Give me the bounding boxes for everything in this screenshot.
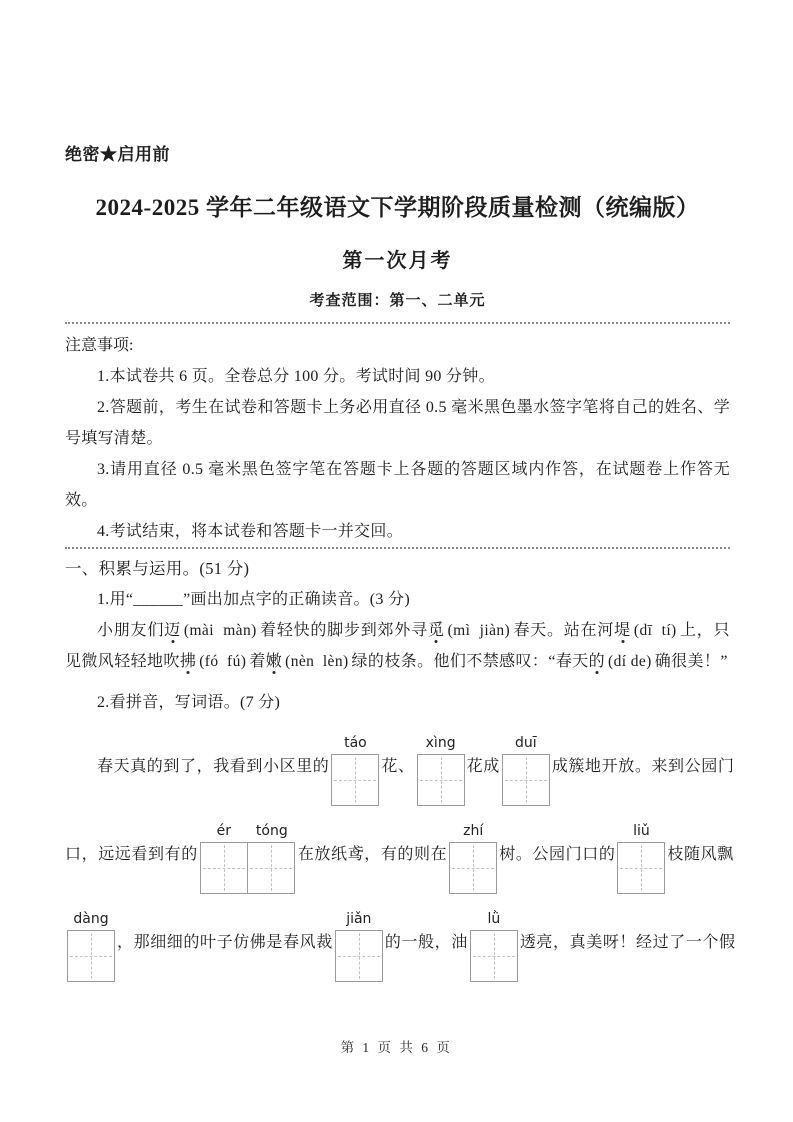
pinyin-choices: (dī tí) [633,622,677,639]
dotted-char: 拂 [179,653,197,670]
row-text: 透亮，真美呀！经过了一个假 [519,934,736,951]
pinyin-choices: (mài màn) [183,622,257,639]
passage-text: 着轻快的脚步到郊外寻 [259,622,428,639]
writing-box-group [417,735,465,806]
notice-item-2: 2.答题前，考生在试卷和答题卡上务必用直径 0.5 毫米黑色墨水签字笔将自己的姓名、学号填写清楚。 [65,399,730,447]
writing-box [67,930,115,982]
row-text: 花、 [381,758,415,775]
q1-passage [65,615,730,677]
question-1-prompt: 1.用“______”画出加点字的正确读音。(3 分) [97,591,410,608]
writing-box-group [331,735,379,806]
passage-text: 着 [249,653,266,670]
pinyin-choices: (fó fú) [199,653,247,670]
passage-text: 小朋友们 [97,622,165,639]
notice-item-4: 4.考试结束，将本试卷和答题卡一并交回。 [97,523,404,540]
exam-scope: 考查范围：第一、二单元 [309,293,486,309]
pinyin-choices: (nèn lèn) [285,653,349,670]
passage-text: 绿的枝条。他们不禁感叹：“春天 [351,653,589,670]
dotted-divider-top [65,322,730,324]
passage-text: 春天。站在河 [513,622,615,639]
writing-box-group [200,823,296,894]
writing-box-group [470,911,518,982]
writing-box [502,754,550,806]
row-text: ，那细细的叶子仿佛是春风裁 [117,934,333,951]
dotted-divider-middle [65,547,730,549]
page-footer: 第 1 页 共 6 页 [340,1040,453,1055]
pinyin-label: liǔ [633,823,650,839]
writing-box [617,842,665,894]
notice-item-1: 1.本试卷共 6 页。全卷总分 100 分。考试时间 90 分钟。 [97,368,495,385]
passage-text: 确很美！” [654,653,728,670]
pinyin-label: zhí [463,823,484,839]
classification-label: 绝密★启用前 [65,145,170,164]
row-text: 花成 [466,758,500,775]
pinyin-label: ér [216,823,231,839]
notices-heading: 注意事项: [65,337,134,354]
section-1-heading: 一、积累与运用。(51 分) [65,559,250,578]
pinyin-label: lǜ [487,911,501,927]
pinyin-label: duī [514,735,537,751]
dotted-char: 的 [588,653,606,670]
dotted-char: 堤 [614,622,631,639]
pinyin-choices: (mì jiàn) [447,622,511,639]
writing-box [417,754,465,806]
notice-item-3: 3.请用直径 0.5 毫米黑色签字笔在答题卡上各题的答题区域内作答，在试题卷上作答无效。 [65,461,730,509]
question-2-prompt: 2.看拼音，写词语。(7 分) [97,694,281,711]
q2-pinyin-rows [65,735,736,982]
notices-section [65,330,730,547]
pinyin-label: xìng [425,735,456,751]
row-text: 的一般，油 [384,934,468,951]
writing-box-group [67,911,115,982]
pinyin-label: jiǎn [346,911,372,927]
row-text: 口，远远看到有的 [65,846,198,863]
writing-box-group [617,823,665,894]
pinyin-label: dàng [73,911,109,927]
pinyin-label: táo [344,735,367,751]
row-text: 春天真的到了，我看到小区里的 [97,758,330,775]
writing-box [470,930,518,982]
pinyin-row [65,911,736,982]
writing-box [331,754,379,806]
writing-box [200,842,248,894]
dotted-char: 嫩 [265,653,283,670]
row-text: 树。公园门口的 [499,846,616,863]
exam-subtitle: 第一次月考 [342,250,453,272]
pinyin-row [65,823,734,894]
writing-box [247,842,295,894]
writing-box-group [449,823,497,894]
pinyin-label: tóng [255,823,288,839]
pinyin-choices: (dí de) [608,653,652,670]
row-text: 枝随风飘 [667,846,734,863]
writing-box [335,930,383,982]
page-title: 2024-2025 学年二年级语文下学期阶段质量检测（统编版） [95,195,700,220]
row-text: 成簇地开放。来到公园门 [551,758,735,775]
section-1 [65,553,736,982]
passage-text: 上，只见微风轻轻地吹 [65,622,730,670]
writing-box-group [502,735,550,806]
writing-box [449,842,497,894]
pinyin-row [65,735,735,806]
dotted-char: 觅 [427,622,445,639]
dotted-char: 迈 [164,622,181,639]
writing-box-group [335,911,383,982]
row-text: 在放纸鸢，有的则在 [297,846,448,863]
